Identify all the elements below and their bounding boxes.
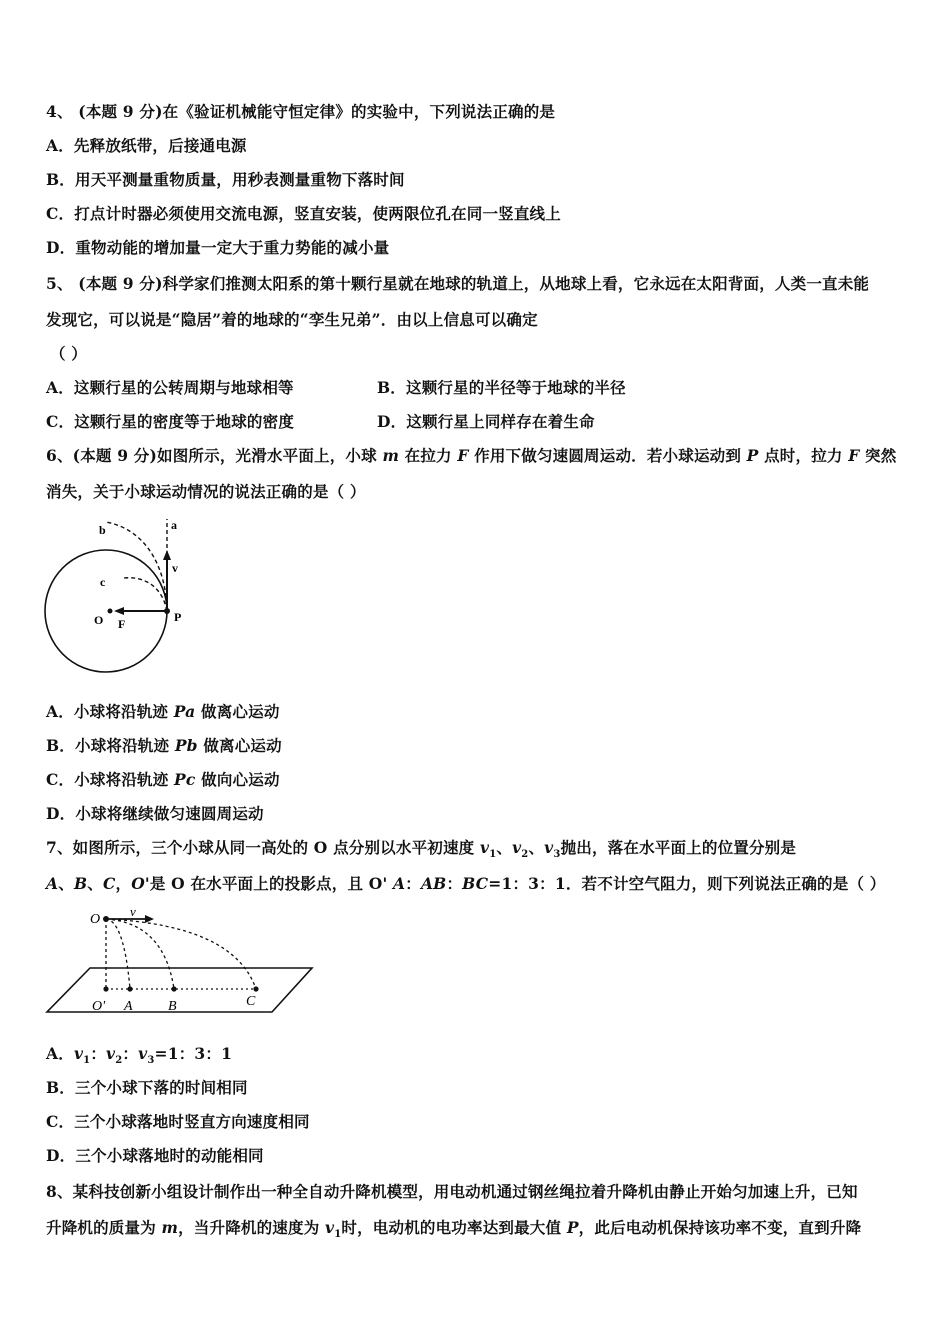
q6-option-b: B．小球将沿轨迹 Pb 做离心运动 bbox=[46, 736, 282, 755]
q6-label-v: v bbox=[172, 561, 178, 575]
q6-label-o: O bbox=[94, 613, 104, 627]
q7-ground-plane bbox=[47, 968, 312, 1012]
q7-label-c: C bbox=[246, 994, 256, 1009]
q6-path-b bbox=[106, 522, 167, 611]
q6-circular-motion-figure bbox=[44, 514, 194, 679]
q6-label-a: a bbox=[171, 518, 177, 532]
q7-label-o: O bbox=[90, 912, 101, 927]
q7-option-a: A．$v_1$：$v_2$：$v_3=1$：3：1 bbox=[46, 1044, 233, 1067]
q5-option-d: D．这颗行星上同样存在着生命 bbox=[377, 412, 595, 431]
q4-option-c: C．打点计时器必须使用交流电源，竖直安装，使两限位孔在同一竖直线上 bbox=[46, 204, 561, 223]
q8-stem-line1: 8、某科技创新小组设计制作出一种全自动升降机模型，用电动机通过钢丝绳拉着升降机由静止开始匀加速上升，已知 bbox=[46, 1182, 858, 1201]
q7-stem-line1: 7、如图所示，三个小球从同一高处的 O 点分别以水平初速度 $v_1$、$v_2$、$v_3$抛出，落在水平面上的位置分别是 bbox=[46, 838, 797, 861]
q7-label-a: A bbox=[124, 999, 133, 1014]
q5-answer-blank: （ ） bbox=[50, 344, 87, 363]
q8-stem-line2: 升降机的质量为 m，当升降机的速度为 $v_1$时，电动机的电功率达到最大值 P，此后电动机保持该功率不变，直到升降 bbox=[46, 1218, 862, 1241]
q7-point-c bbox=[253, 986, 258, 991]
q5-option-a: A．这颗行星的公转周期与地球相等 bbox=[46, 378, 294, 397]
q6-option-a: A．小球将沿轨迹 Pa 做离心运动 bbox=[46, 702, 280, 721]
q6-option-d: D．小球将继续做匀速圆周运动 bbox=[46, 804, 264, 823]
q7-projectile-figure bbox=[44, 905, 319, 1017]
q5-option-b: B．这颗行星的半径等于地球的半径 bbox=[377, 378, 626, 397]
q5-stem-line1: 5、 (本题 9 分)科学家们推测太阳系的第十颗行星就在地球的轨道上，从地球上看，它永远在太阳背面，人类一直未能 bbox=[46, 274, 870, 293]
q6-label-f: F bbox=[118, 617, 126, 631]
q6-label-b: b bbox=[99, 523, 106, 537]
q7-label-b: B bbox=[168, 999, 177, 1014]
q5-stem-line2: 发现它，可以说是“隐居”着的地球的“孪生兄弟”．由以上信息可以确定 bbox=[46, 310, 538, 329]
q5-option-c: C．这颗行星的密度等于地球的密度 bbox=[46, 412, 295, 431]
q7-point-a bbox=[127, 986, 132, 991]
q7-stem-line2: A、B、C，O'是 O 在水平面上的投影点，且 O' A：AB：BC=1：3：1．若不计空气阻力，则下列说法正确的是（ ） bbox=[46, 874, 886, 893]
q7-path-b bbox=[106, 919, 174, 989]
q7-option-c: C．三个小球落地时竖直方向速度相同 bbox=[46, 1112, 310, 1131]
q4-option-b: B．用天平测量重物质量，用秒表测量重物下落时间 bbox=[46, 170, 405, 189]
q6-ball-dot bbox=[164, 608, 170, 614]
q7-label-v: v bbox=[130, 905, 136, 919]
q6-label-p: P bbox=[174, 610, 182, 624]
q7-point-o bbox=[103, 916, 109, 922]
q7-option-b: B．三个小球下落的时间相同 bbox=[46, 1078, 248, 1097]
q6-label-c: c bbox=[100, 575, 106, 589]
q6-center-dot bbox=[108, 609, 113, 614]
q4-option-d: D．重物动能的增加量一定大于重力势能的减小量 bbox=[46, 238, 390, 257]
q4-option-a: A．先释放纸带，后接通电源 bbox=[46, 136, 247, 155]
q4-stem: 4、 (本题 9 分)在《验证机械能守恒定律》的实验中，下列说法正确的是 bbox=[46, 102, 556, 121]
q6-option-c: C．小球将沿轨迹 Pc 做向心运动 bbox=[46, 770, 280, 789]
q7-path-a bbox=[106, 919, 130, 989]
q6-stem-line1: 6、(本题 9 分)如图所示，光滑水平面上，小球 m 在拉力 F 作用下做匀速圆周运动．若小球运动到 P 点时，拉力 F 突然 bbox=[46, 446, 897, 465]
q7-option-d: D．三个小球落地时的动能相同 bbox=[46, 1146, 264, 1165]
q7-point-o-prime bbox=[103, 986, 108, 991]
q6-stem-line2: 消失，关于小球运动情况的说法正确的是（ ） bbox=[46, 482, 366, 501]
q7-label-o-prime: O' bbox=[92, 999, 106, 1014]
q7-point-b bbox=[171, 986, 176, 991]
